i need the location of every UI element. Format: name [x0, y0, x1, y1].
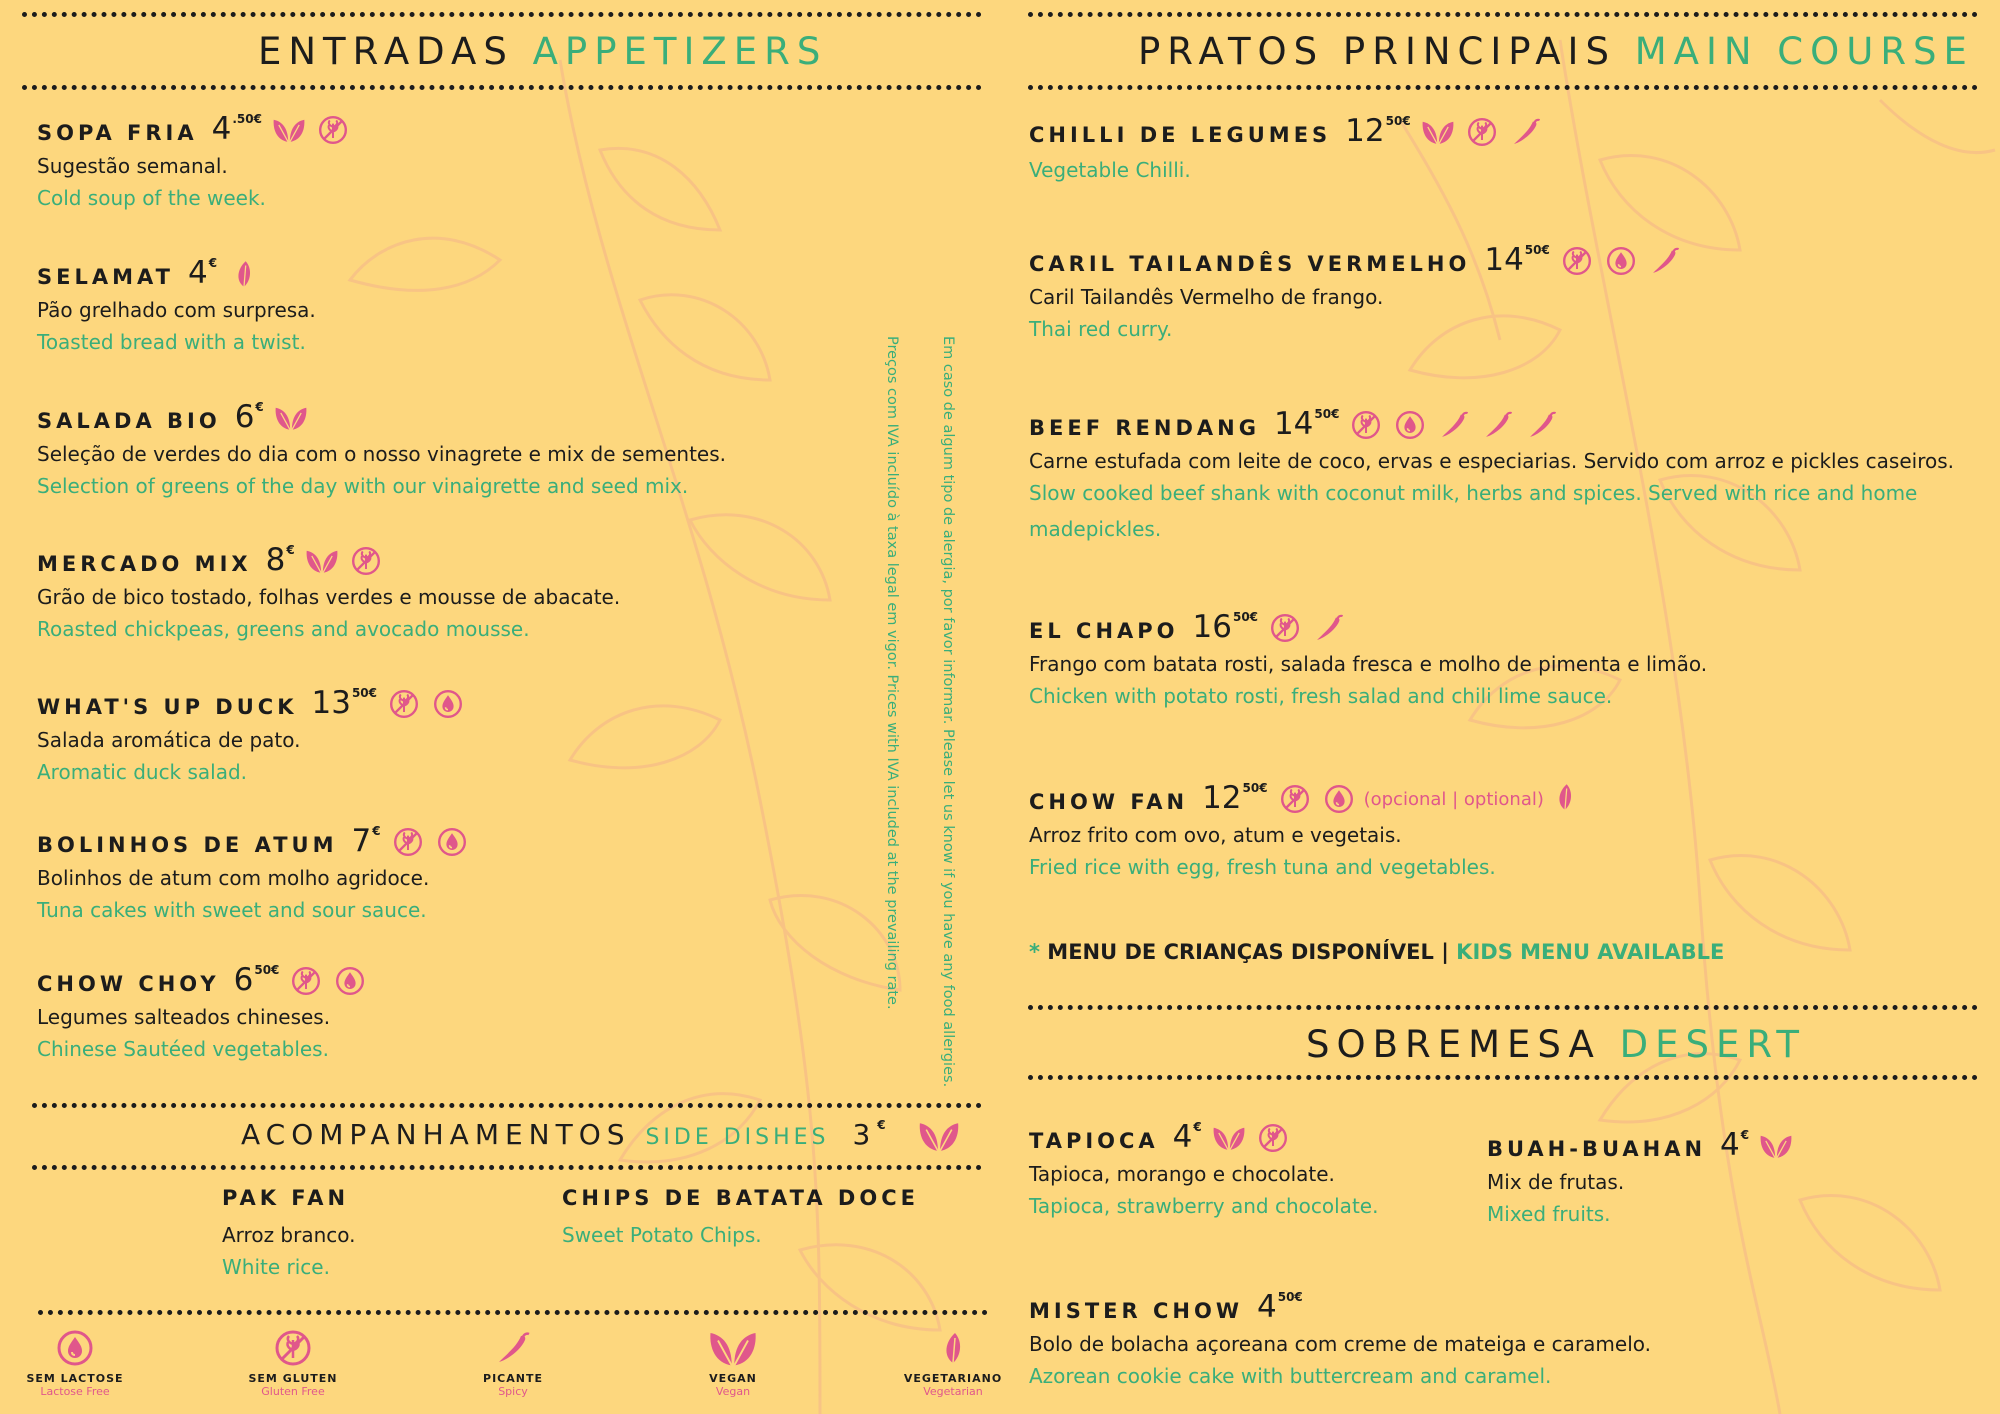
item-description-pt: Caril Tailandês Vermelho de frango.	[1029, 285, 1384, 309]
dessert-title-en: DESERT	[1619, 1023, 1806, 1066]
item-price: 4€	[1172, 1119, 1202, 1155]
item-price: $4^{.50€}$	[211, 111, 262, 147]
item-price: $14^{50€}$	[1273, 406, 1340, 442]
legend-vegan	[658, 1328, 808, 1398]
vegan-icon	[305, 545, 339, 577]
item-description-en: Chicken with potato rosti, fresh salad and chili lime sauce.	[1029, 684, 1613, 708]
menu-item-buah-buahan	[1487, 1128, 1793, 1232]
lactose-free-icon	[333, 965, 367, 997]
allergy-note	[937, 336, 959, 1088]
divider	[22, 12, 982, 17]
item-description-en: Slow cooked beef shank with coconut milk, herbs and spices. Served with rice and home madepickles.	[1029, 481, 1918, 541]
vegetarian-icon	[933, 1328, 973, 1368]
item-description-pt: Bolinhos de atum com molho agridoce.	[37, 866, 430, 890]
lactose-free-icon	[435, 826, 469, 858]
gluten-free-icon	[349, 545, 383, 577]
item-header	[37, 400, 726, 438]
item-name: BUAH-BUAHAN	[1487, 1137, 1707, 1161]
legend-label-en: Gluten Free	[261, 1385, 325, 1398]
item-price-cents: €	[286, 543, 295, 557]
menu-item-mister-chow	[1029, 1290, 1651, 1394]
legend-label-en: Lactose Free	[40, 1385, 110, 1398]
item-price-cents: 50€	[1385, 114, 1411, 128]
item-name: CARIL TAILANDÊS VERMELHO	[1029, 252, 1471, 276]
item-description-en: Vegetable Chilli.	[1029, 158, 1191, 182]
item-header	[1029, 114, 1543, 152]
item-description-pt: Mix de frutas.	[1487, 1170, 1625, 1194]
item-header	[1029, 610, 1707, 648]
item-header	[1029, 781, 1582, 819]
appetizers-title-en: APPETIZERS	[532, 30, 828, 73]
item-icons	[1268, 610, 1346, 644]
item-icons	[387, 686, 465, 720]
gluten-free-icon	[1278, 783, 1312, 815]
kids-menu-note	[1029, 940, 1724, 964]
menu-item-chilli-de-legumes	[1029, 114, 1543, 188]
item-price: 4€	[187, 255, 218, 291]
item-price: $16^{50€}$	[1192, 609, 1259, 645]
item-header	[1029, 1120, 1378, 1158]
item-description-en: Toasted bread with a twist.	[37, 330, 306, 354]
item-name: TAPIOCA	[1029, 1129, 1159, 1153]
gluten-free-icon	[273, 1328, 313, 1368]
item-icons	[1278, 781, 1356, 815]
legend-lactose-free	[0, 1328, 150, 1398]
divider	[1028, 12, 1978, 17]
item-price-cents: 50€	[1524, 243, 1550, 257]
item-header	[37, 112, 350, 150]
gluten-free-icon	[1465, 116, 1499, 148]
item-description-pt: Arroz branco.	[222, 1223, 356, 1247]
gluten-free-icon	[1560, 245, 1594, 277]
legend-label-en: Vegan	[715, 1385, 751, 1398]
item-description-pt: Sugestão semanal.	[37, 154, 228, 178]
item-description-pt: Seleção de verdes do dia com o nosso vinagrete e mix de sementes.	[37, 442, 726, 466]
vegan-icon	[1759, 1130, 1793, 1162]
item-name: MERCADO MIX	[37, 552, 252, 576]
gluten-free-icon	[289, 965, 323, 997]
item-name: CHOW CHOY	[37, 972, 220, 996]
item-header	[37, 686, 465, 724]
spicy-icon	[1312, 612, 1346, 644]
spicy-icon	[1525, 409, 1559, 441]
item-price-cents: €	[208, 256, 218, 270]
main-course-title	[1138, 30, 1974, 73]
menu-item-salada-bio	[37, 400, 726, 504]
item-price-cents: .50€	[232, 112, 262, 126]
item-description-en: Selection of greens of the day with our vinaigrette and seed mix.	[37, 474, 689, 498]
divider	[32, 1103, 982, 1108]
item-icons	[1349, 407, 1559, 441]
legend-spicy	[438, 1328, 588, 1398]
vegan-icon	[917, 1119, 961, 1153]
item-description-en: Azorean cookie cake with buttercream and caramel.	[1029, 1364, 1552, 1388]
item-price-cents: €	[372, 824, 381, 838]
lactose-free-icon	[431, 688, 465, 720]
menu-item-selamat	[37, 256, 316, 360]
item-description-en: Tuna cakes with sweet and sour sauce.	[37, 898, 427, 922]
item-header	[37, 963, 367, 1001]
item-icons	[1212, 1120, 1290, 1154]
item-description-en: Tapioca, strawberry and chocolate.	[1029, 1194, 1379, 1218]
item-icons	[1759, 1128, 1793, 1162]
gluten-free-icon	[1268, 612, 1302, 644]
menu-item-el-chapo	[1029, 610, 1707, 714]
item-price-cents: 50€	[1232, 610, 1259, 624]
item-icons	[305, 543, 383, 577]
item-icons	[391, 824, 469, 858]
lactose-free-icon	[1604, 245, 1638, 277]
dessert-title-pt: SOBREMESA	[1306, 1023, 1601, 1066]
allergy-note-line1: Em caso de algum tipo de alergia, por favor informar. Please let us know if you have any food allergies.	[940, 336, 956, 1088]
item-icons	[1421, 114, 1543, 148]
item-price-cents: €	[1740, 1128, 1750, 1142]
item-icons	[272, 112, 350, 146]
legend-label-pt: VEGAN	[709, 1372, 757, 1385]
item-header	[1029, 1290, 1651, 1328]
kids-menu-separator: |	[1441, 940, 1449, 964]
item-description-pt: Carne estufada com leite de coco, ervas e especiarias. Servido com arroz e pickles caseiros.	[1029, 449, 1955, 473]
gluten-free-icon	[391, 826, 425, 858]
item-icons	[1560, 243, 1682, 277]
item-description-en: Sweet Potato Chips.	[562, 1223, 762, 1247]
item-name: SELAMAT	[37, 265, 174, 289]
gluten-free-icon	[1256, 1122, 1290, 1154]
spicy-icon	[1648, 245, 1682, 277]
appetizers-title-pt: ENTRADAS	[258, 30, 514, 73]
item-price: 6€	[234, 399, 264, 435]
divider	[32, 1165, 982, 1170]
legend-label-pt: SEM LACTOSE	[26, 1372, 124, 1385]
item-header	[1029, 407, 2000, 445]
legend-label-pt: PICANTE	[483, 1372, 543, 1385]
item-header	[37, 256, 316, 294]
dessert-title	[1306, 1023, 1806, 1066]
item-price: $12^{50€}$	[1345, 113, 1411, 149]
item-icons	[289, 963, 367, 997]
item-name: PAK FAN	[222, 1186, 350, 1210]
item-price: 4€	[1720, 1127, 1750, 1163]
item-header	[1029, 243, 1682, 281]
menu-item-chow-choy	[37, 963, 367, 1067]
vegan-icon	[706, 1328, 760, 1368]
item-description-pt: Bolo de bolacha açoreana com creme de mateiga e caramelo.	[1029, 1332, 1652, 1356]
item-description-en: White rice.	[222, 1255, 330, 1279]
side-dishes-title	[241, 1118, 961, 1153]
legend-label-pt: VEGETARIANO	[903, 1372, 1003, 1385]
vegan-icon	[1212, 1122, 1246, 1154]
kids-menu-en: KIDS MENU AVAILABLE	[1456, 940, 1725, 964]
divider	[1028, 1075, 1978, 1080]
item-price-cents: 50€	[1277, 1290, 1303, 1304]
kids-menu-star: *	[1029, 940, 1040, 964]
side-dishes-title-pt: ACOMPANHAMENTOS	[241, 1118, 631, 1151]
item-name: SOPA FRIA	[37, 121, 198, 145]
side-dish-sweet-potato-chips	[562, 1185, 919, 1253]
item-name: WHAT'S UP DUCK	[37, 695, 298, 719]
item-description-en: Aromatic duck salad.	[37, 760, 248, 784]
item-icons	[227, 256, 261, 290]
gluten-free-icon	[387, 688, 421, 720]
divider	[38, 1310, 988, 1315]
item-description-en: Roasted chickpeas, greens and avocado mousse.	[37, 617, 530, 641]
main-course-title-en: MAIN COURSE	[1634, 30, 1974, 73]
item-name: CHILLI DE LEGUMES	[1029, 123, 1332, 147]
legend-gluten-free	[218, 1328, 368, 1398]
legend-label-pt: SEM GLUTEN	[248, 1372, 338, 1385]
vegan-icon	[1421, 116, 1455, 148]
item-price: 8€	[265, 542, 295, 578]
item-price: $13^{50€}$	[311, 685, 377, 721]
divider	[1028, 85, 1978, 90]
spicy-icon	[1509, 116, 1543, 148]
item-description-en: Cold soup of the week.	[37, 186, 266, 210]
gluten-free-icon	[1349, 409, 1383, 441]
side-dish-pak-fan	[222, 1185, 356, 1285]
lactose-free-icon	[1393, 409, 1427, 441]
menu-item-chow-fan	[1029, 781, 1582, 885]
vegetarian-icon	[227, 258, 261, 290]
menu-item-tapioca	[1029, 1120, 1378, 1224]
item-header	[37, 824, 469, 862]
menu-item-mercado-mix	[37, 543, 620, 647]
item-name: SALADA BIO	[37, 409, 221, 433]
item-description-pt: Salada aromática de pato.	[37, 728, 301, 752]
vegetarian-icon	[1548, 781, 1582, 813]
item-description-pt: Legumes salteados chineses.	[37, 1005, 331, 1029]
item-optional-note: (opcional | optional)	[1363, 789, 1544, 810]
item-price-cents: 50€	[254, 963, 280, 977]
divider	[1028, 1005, 1978, 1010]
menu-item-caril-tailand-s-vermelho	[1029, 243, 1682, 347]
item-name: CHIPS DE BATATA DOCE	[562, 1186, 919, 1210]
appetizers-title	[258, 30, 827, 73]
item-description-en: Thai red curry.	[1029, 317, 1173, 341]
item-description-pt: Tapioca, morango e chocolate.	[1029, 1162, 1335, 1186]
lactose-free-icon	[1322, 783, 1356, 815]
spicy-icon	[1437, 409, 1471, 441]
item-description-pt: Pão grelhado com surpresa.	[37, 298, 316, 322]
gluten-free-icon	[316, 114, 350, 146]
item-name: BEEF RENDANG	[1029, 416, 1260, 440]
item-header	[1487, 1128, 1793, 1166]
legend-vegetarian	[878, 1328, 1028, 1398]
vegan-icon	[272, 114, 306, 146]
item-description-pt: Frango com batata rosti, salada fresca e molho de pimenta e limão.	[1029, 652, 1708, 676]
item-price-cents: 50€	[351, 686, 377, 700]
item-price: $12^{50€}$	[1202, 780, 1268, 816]
menu-item-what-s-up-duck	[37, 686, 465, 790]
item-description-pt: Arroz frito com ovo, atum e vegetais.	[1029, 823, 1402, 847]
item-description-en: Fried rice with egg, fresh tuna and vegetables.	[1029, 855, 1496, 879]
item-name: MISTER CHOW	[1029, 1299, 1243, 1323]
divider	[22, 85, 982, 90]
item-name: BOLINHOS DE ATUM	[37, 833, 338, 857]
side-dishes-title-en: SIDE DISHES	[645, 1125, 830, 1150]
spicy-icon	[493, 1328, 533, 1368]
side-dishes-price: 3€	[852, 1118, 892, 1151]
item-name: CHOW FAN	[1029, 790, 1189, 814]
item-price: 7€	[351, 823, 381, 859]
lactose-free-icon	[55, 1328, 95, 1368]
item-description-en: Chinese Sautéed vegetables.	[37, 1037, 329, 1061]
item-header	[37, 543, 620, 581]
item-price-cents: 50€	[1242, 781, 1268, 795]
item-name: EL CHAPO	[1029, 619, 1179, 643]
item-price-cents: 50€	[1314, 407, 1340, 421]
vegan-icon	[274, 402, 308, 434]
item-price-cents: €	[255, 400, 264, 414]
legend-label-en: Spicy	[498, 1385, 528, 1398]
item-price: $4^{50€}$	[1257, 1289, 1303, 1325]
spicy-icon	[1481, 409, 1515, 441]
item-price: $6^{50€}$	[233, 962, 280, 998]
item-icons	[274, 400, 308, 434]
item-description-en: Mixed fruits.	[1487, 1202, 1611, 1226]
legend-label-en: Vegetarian	[923, 1385, 983, 1398]
allergy-note-line2: Preços com IVA incluído à taxa legal em vigor. Prices with IVA included at the prevailing rate.	[884, 336, 900, 1010]
item-price-cents: €	[1193, 1120, 1202, 1134]
kids-menu-pt: MENU DE CRIANÇAS DISPONÍVEL	[1047, 940, 1434, 964]
menu-item-beef-rendang	[1029, 407, 2000, 547]
item-price: $14^{50€}$	[1484, 242, 1550, 278]
item-description-pt: Grão de bico tostado, folhas verdes e mousse de abacate.	[37, 585, 621, 609]
main-course-title-pt: PRATOS PRINCIPAIS	[1138, 30, 1616, 73]
menu-item-sopa-fria	[37, 112, 350, 216]
menu-item-bolinhos-de-atum	[37, 824, 469, 928]
price-note	[881, 336, 903, 1066]
